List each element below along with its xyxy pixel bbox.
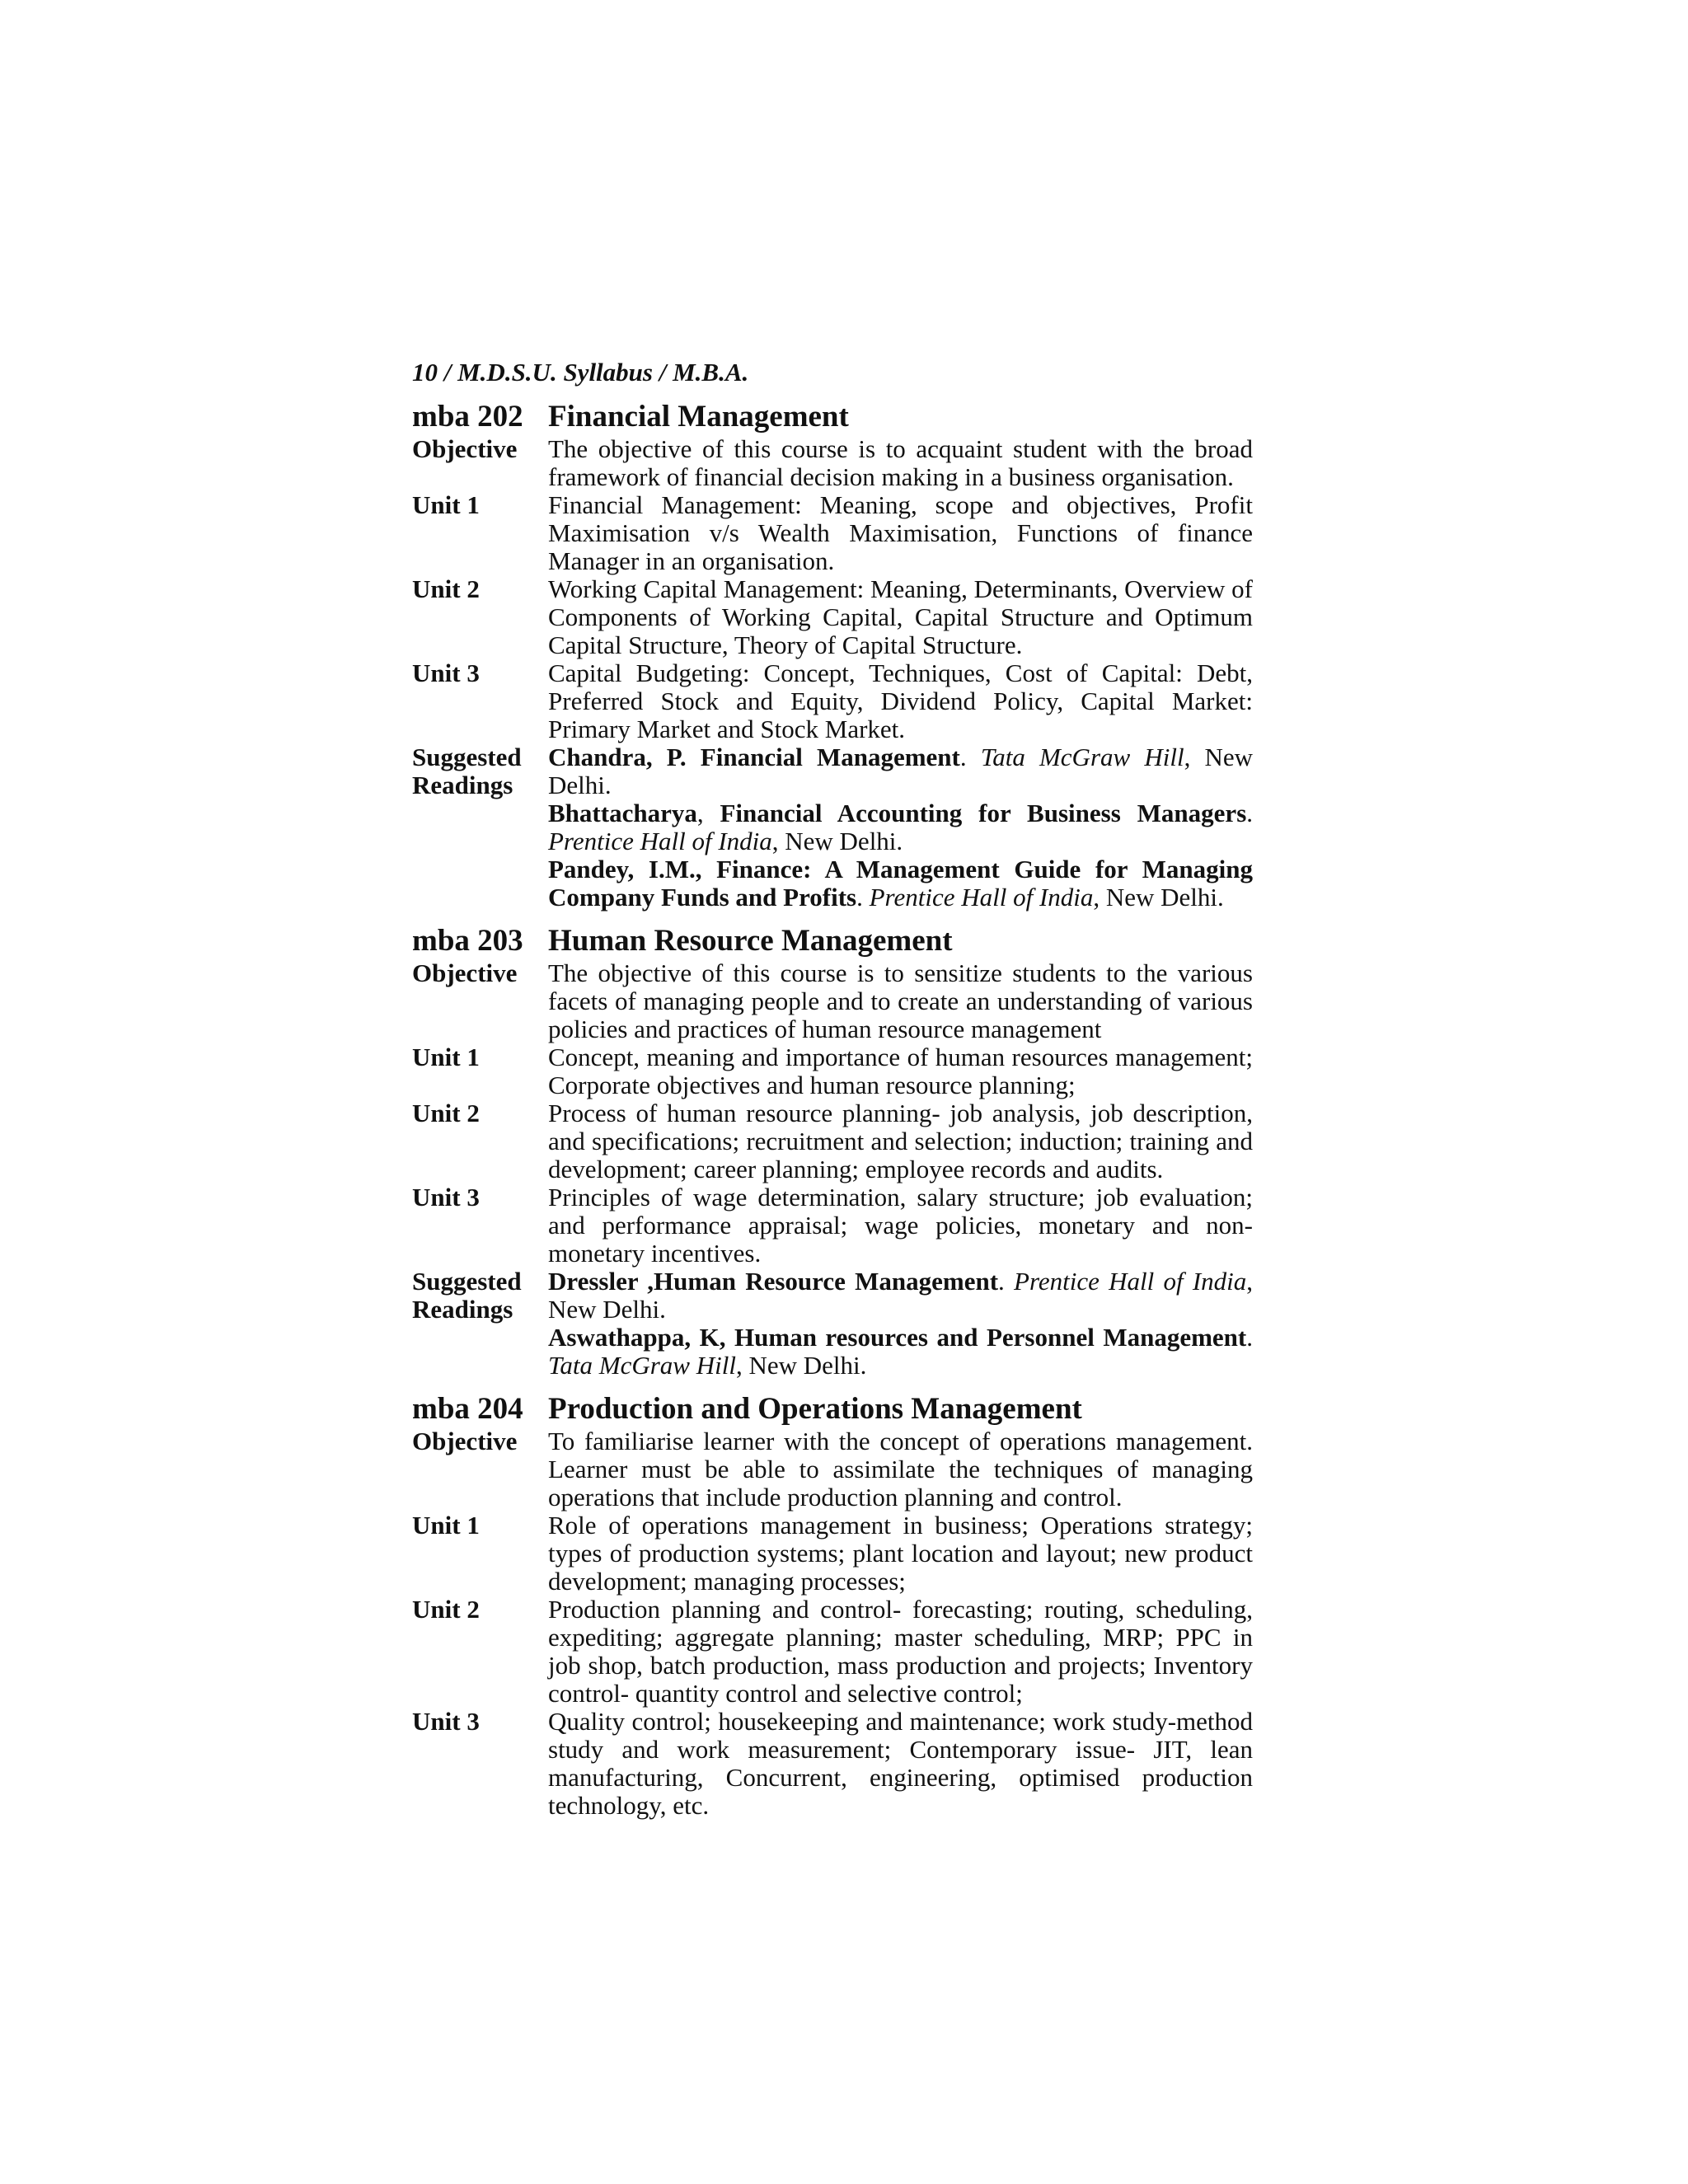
objective-row — [412, 435, 1253, 491]
unit-row — [412, 1183, 1253, 1268]
course-heading — [412, 399, 1253, 435]
reading-item: Aswathappa, K, Human resources and Personnel Management. Tata McGraw Hill, New Delhi. — [548, 1323, 1253, 1380]
course-heading — [412, 923, 1253, 959]
unit-label: Unit 2 — [412, 1099, 480, 1127]
reading-place: New Delhi. — [785, 827, 903, 855]
course-title: Production and Operations Management — [548, 1392, 1082, 1426]
unit-row — [412, 1043, 1253, 1099]
objective-text: The objective of this course is to acquaint student with the broad framework of financial decision making in a business organisation. — [548, 434, 1253, 491]
reading-author: Chandra, P. — [548, 743, 687, 771]
reading-place: New Delhi. — [748, 1351, 867, 1380]
reading-title: Human resources and Personnel Management — [734, 1323, 1247, 1352]
readings-label-line: Suggested — [412, 1267, 522, 1296]
reading-title: Financial Accounting for Business Managers — [720, 799, 1247, 827]
reading-place: New Delhi. — [1105, 883, 1224, 912]
course-title: Human Resource Management — [548, 924, 953, 958]
reading-place: New Delhi. — [548, 743, 1254, 799]
unit-text: Working Capital Management: Meaning, Determinants, Overview of Components of Working Capital, Capital Structure and Optimum Capital Structure, Theory of Capital Structure. — [548, 574, 1253, 659]
objective-label: Objective — [412, 1427, 518, 1455]
reading-title: Finance: A Management Guide for Managing Company Funds and Profits — [548, 855, 1254, 912]
course-title: Financial Management — [548, 400, 849, 434]
reading-author: Bhattacharya — [548, 799, 697, 827]
unit-text: Financial Management: Meaning, scope and objectives, Profit Maximisation v/s Wealth Maximisation, Functions of finance Manager in an organisation. — [548, 490, 1253, 575]
readings-label-line: Readings — [412, 771, 513, 799]
unit-row — [412, 1511, 1253, 1596]
unit-text: Process of human resource planning- job analysis, job description, and specifications; recruitment and selection; induction; training and development; career planning; employee records and audits. — [548, 1099, 1253, 1183]
unit-label: Unit 1 — [412, 490, 480, 519]
unit-label: Unit 2 — [412, 1595, 480, 1624]
reading-item: Pandey, I.M., Finance: A Management Guide for Managing Company Funds and Profits. Prentice Hall of India, New Delhi. — [548, 855, 1254, 912]
unit-label: Unit 1 — [412, 1043, 480, 1071]
objective-row — [412, 1427, 1253, 1511]
syllabus-page — [412, 358, 1253, 1831]
course-mba-202 — [412, 399, 1253, 912]
course-code: mba 204 — [412, 1392, 523, 1426]
readings-row — [412, 1268, 1253, 1380]
readings-label-line: Readings — [412, 1295, 513, 1324]
unit-row — [412, 491, 1253, 575]
unit-row — [412, 1708, 1253, 1820]
readings-label — [412, 743, 548, 912]
running-head: 10 / M.D.S.U. Syllabus / M.B.A. — [412, 358, 749, 387]
course-mba-203 — [412, 923, 1253, 1380]
unit-row — [412, 659, 1253, 743]
unit-text: Role of operations management in business; Operations strategy; types of production systems; plant location and layout; new product development; managing processes; — [548, 1511, 1253, 1596]
reading-item: Bhattacharya, Financial Accounting for Business Managers. Prentice Hall of India, New Delhi. — [548, 799, 1254, 855]
readings-row — [412, 743, 1253, 912]
unit-text: Capital Budgeting: Concept, Techniques, Cost of Capital: Debt, Preferred Stock and Equity, Dividend Policy, Capital Market: Primary Market and Stock Market. — [548, 658, 1253, 743]
objective-text: The objective of this course is to sensitize students to the various facets of managing people and to create an understanding of various policies and practices of human resource management — [548, 958, 1253, 1043]
objective-label: Objective — [412, 958, 518, 987]
course-mba-204 — [412, 1391, 1253, 1820]
course-heading — [412, 1391, 1253, 1427]
readings-list — [548, 743, 1253, 912]
reading-place: New Delhi. — [548, 1295, 666, 1324]
reading-author: Aswathappa, K, — [548, 1323, 726, 1352]
unit-text: Concept, meaning and importance of human resources management; Corporate objectives and human resource planning; — [548, 1043, 1253, 1099]
unit-label: Unit 1 — [412, 1511, 480, 1540]
unit-label: Unit 3 — [412, 1707, 480, 1736]
unit-label: Unit 2 — [412, 574, 480, 603]
reading-publisher: Prentice Hall of India — [1014, 1267, 1247, 1296]
objective-label: Objective — [412, 434, 518, 463]
objective-row — [412, 959, 1253, 1043]
readings-list — [548, 1268, 1253, 1380]
unit-row — [412, 1596, 1253, 1708]
reading-item: Dressler ,Human Resource Management. Prentice Hall of India, New Delhi. — [548, 1267, 1254, 1324]
unit-text: Production planning and control- forecasting; routing, scheduling, expediting; aggregate planning; master scheduling, MRP; PPC in job shop, batch production, mass production and projects; Inventory control- quantity control and selective control; — [548, 1595, 1253, 1708]
reading-publisher: Tata McGraw Hill — [548, 1351, 736, 1380]
reading-publisher: Prentice Hall of India — [869, 883, 1094, 912]
unit-row — [412, 1099, 1253, 1183]
unit-text: Quality control; housekeeping and maintenance; work study-method study and work measurement; Contemporary issue- JIT, lean manufacturing, Concurrent, engineering, optimised production technology, etc. — [548, 1707, 1253, 1820]
unit-row — [412, 575, 1253, 659]
unit-label: Unit 3 — [412, 658, 480, 687]
unit-text: Principles of wage determination, salary structure; job evaluation; and performance appraisal; wage policies, monetary and non-monetary incentives. — [548, 1183, 1253, 1268]
readings-label — [412, 1268, 548, 1380]
reading-publisher: Prentice Hall of India — [548, 827, 772, 855]
readings-label-line: Suggested — [412, 743, 522, 771]
reading-author: Dressler , — [548, 1267, 654, 1296]
reading-author: Pandey, I.M., — [548, 855, 702, 883]
course-code: mba 202 — [412, 400, 523, 434]
unit-label: Unit 3 — [412, 1183, 480, 1212]
objective-text: To familiarise learner with the concept of operations management. Learner must be able to assimilate the techniques of managing operations that include production planning and control. — [548, 1427, 1253, 1511]
reading-publisher: Tata McGraw Hill — [980, 743, 1184, 771]
course-code: mba 203 — [412, 924, 523, 958]
reading-title: Human Resource Management — [654, 1267, 999, 1296]
reading-item: Chandra, P. Financial Management. Tata McGraw Hill, New Delhi. — [548, 743, 1254, 799]
reading-title: Financial Management — [700, 743, 960, 771]
